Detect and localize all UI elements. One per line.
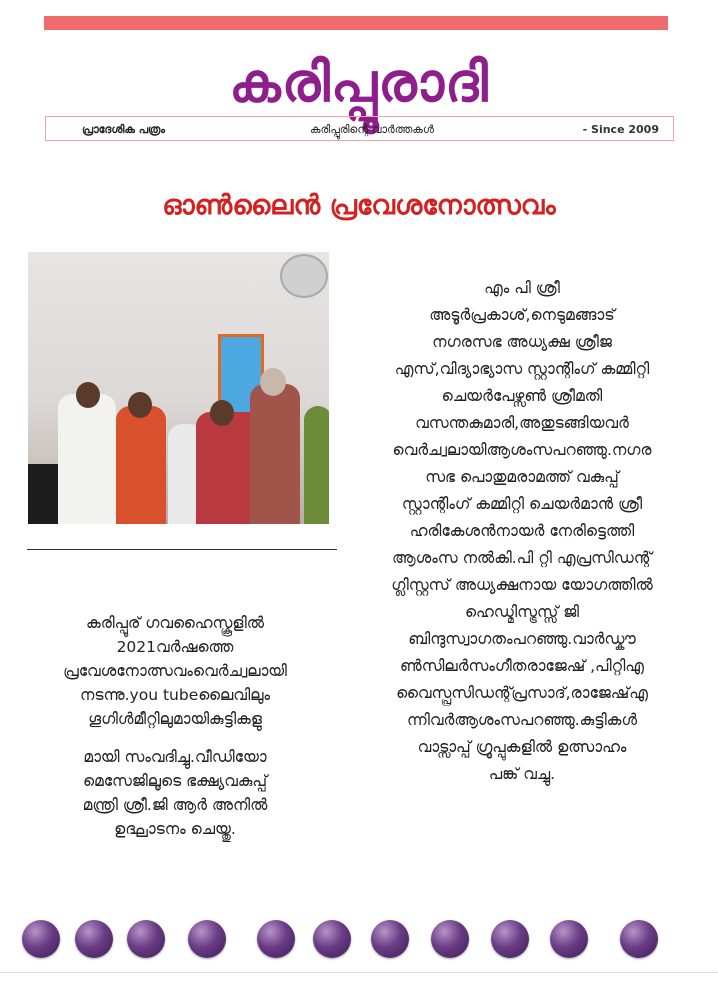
photo-wall-fan — [280, 254, 328, 298]
photo-person-head — [128, 392, 152, 418]
right-article-column: എം പി ശ്രീ അടൂർപ്രകാശ്,നെടുമങ്ങാട് നഗരസഭ അധ്യക്ഷ ശ്രീജ എസ്,വിദ്യാഭ്യാസ സ്റ്റാന്റിംഗ് കമ്മിറ്റി ചെയർപേഴ്സൺ ശ്രീമതി വസന്തകുമാരി,അതുടങ്ങിയവർ വെർച്വലായിആശംസപറഞ്ഞു.നഗര സഭ പൊതുമരാമത്ത് വകുപ്പ് സ്റ്റാന്റിംഗ് കമ്മിറ്റി ചെയർമാൻ ശ്രീ ഹരികേശൻനായർ നേരിട്ടെത്തി ആശംസ നൽകി.പി റ്റി എപ്രസിഡന്റ് ഗ്ലിസ്റ്റസ് അധ്യക്ഷനായ യോഗത്തിൽ ഹെഡ്മിസ്ട്രസ്സ് ജി ബിന്ദുസ്വാഗതംപറഞ്ഞു.വാർഡ്കൗ ൺസിലർസംഗീതരാജേഷ് ,പിറ്റിഎ വൈസ്പ്രസിഡന്റ്പ്രസാദ്,രാജേഷ്എ ന്നിവർആശംസപറഞ്ഞു.കുട്ടികൾ വാട്സാപ്പ് ഗ്രൂപ്പുകളിൽ ഉത്സാഹം പങ്ക് വച്ചു. — [391, 279, 653, 783]
photo-person — [116, 406, 166, 524]
photo-person-head — [76, 382, 100, 408]
left-paragraph-2: മായി സംവദിച്ചു.വീഡിയോ മെസേജിലൂടെ ഭക്ഷ്യവകുപ്പ് മന്ത്രി ശ്രീ.ജി ആർ അനിൽ ഉദ്ഘാടനം ചെയ്തു. — [82, 748, 268, 838]
left-paragraph-1: കരിപ്പൂര് ഗവഹൈസ്കൂളിൽ 2021വർഷത്തെ പ്രവേശനോത്സവംവെർച്വലായി നടന്നു.you tubeലൈവിലും ഗൂഗിൾമീറ്റിലുമായികുട്ടികളു — [63, 614, 287, 728]
masthead-subbar — [45, 116, 674, 141]
photo-person-head — [260, 368, 286, 396]
purple-sphere-icon — [22, 920, 60, 958]
top-banner-bar — [44, 16, 668, 30]
decorative-dot-row — [0, 920, 718, 966]
purple-sphere-icon — [371, 920, 409, 958]
newspaper-masthead: കരിപ്പൂരാദി — [229, 51, 489, 114]
column-divider-rule — [27, 549, 337, 550]
subbar-middle-text: കരിപ്പൂരിന്റെ വാർത്തകൾ — [310, 123, 434, 136]
purple-sphere-icon — [313, 920, 351, 958]
purple-sphere-icon — [491, 920, 529, 958]
purple-sphere-icon — [257, 920, 295, 958]
purple-sphere-icon — [75, 920, 113, 958]
photo-person — [250, 384, 300, 524]
photo-chair — [28, 464, 58, 524]
event-photo — [28, 252, 329, 524]
photo-person — [58, 394, 116, 524]
photo-person — [304, 406, 329, 524]
purple-sphere-icon — [550, 920, 588, 958]
purple-sphere-icon — [188, 920, 226, 958]
page-bottom-line — [0, 972, 718, 973]
subbar-since-text: - Since 2009 — [582, 123, 659, 136]
purple-sphere-icon — [620, 920, 658, 958]
subbar-left-text: പ്രാദേശിക പത്രം — [82, 123, 165, 136]
article-headline: ഓൺലൈൻ പ്രവേശനോത്സവം — [162, 190, 556, 221]
left-article-column — [14, 611, 336, 855]
purple-sphere-icon — [431, 920, 469, 958]
photo-person-head — [210, 400, 234, 426]
purple-sphere-icon — [127, 920, 165, 958]
